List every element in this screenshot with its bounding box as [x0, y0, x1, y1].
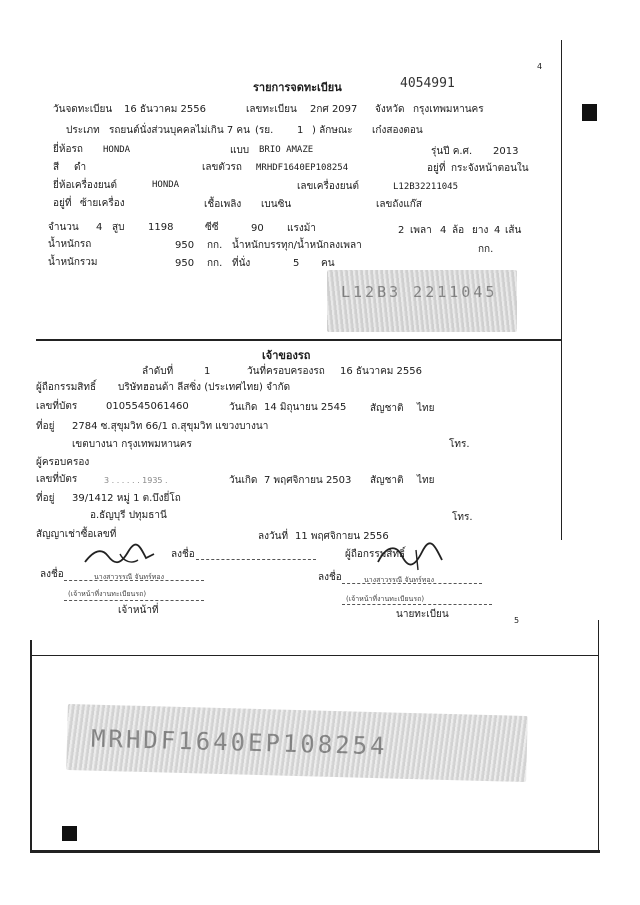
- gas-tank-label: เลขถังแก๊ส: [376, 199, 422, 210]
- owner-card-label: เลขที่บัตร: [36, 401, 78, 412]
- brand-label: ยี่ห้อรถ: [53, 144, 83, 155]
- sign-label-left: ลงชื่อ: [40, 569, 64, 580]
- brand-value: HONDA: [103, 145, 131, 155]
- gross-weight-label: น้ำหนักรวม: [48, 257, 98, 268]
- tire-unit: เส้น: [505, 225, 522, 236]
- owner-sign-label: ผู้ถือกรรมสิทธิ์: [345, 549, 406, 560]
- possessor-card-label: เลขที่บัตร: [36, 474, 78, 485]
- chassis-number-rubbing: [66, 704, 528, 782]
- possessor-card-value: 3 . . . . . . 1935 .: [104, 476, 168, 485]
- wheel-value: 4: [440, 225, 447, 236]
- owner-birth-label: วันเกิด: [229, 402, 258, 413]
- officer-name-left: นางสาวรรณี จันทร์ทอง: [94, 573, 165, 581]
- possessor-address-value: 39/1412 หมู่ 1 ต.บึงยี่โถ: [72, 493, 181, 504]
- province-label: จังหวัด: [375, 104, 405, 115]
- load-label: น้ำหนักบรรทุก/น้ำหนักลงเพลา: [232, 240, 362, 251]
- owner-address-line2: เขตบางนา กรุงเทพมหานคร: [72, 439, 192, 450]
- possessor-label: ผู้ครอบครอง: [36, 457, 90, 468]
- fuel-value: เบนซิน: [261, 199, 292, 210]
- page-number-top: 4: [537, 62, 543, 71]
- owner-tel-label: โทร.: [449, 439, 470, 450]
- officer-name-right: นางสาวรรณี จันทร์ทอง: [364, 576, 435, 584]
- horsepower-unit: แรงม้า: [287, 223, 316, 234]
- officer-title-left: เจ้าหน้าที่: [118, 605, 159, 616]
- model-value: BRIO AMAZE: [259, 145, 314, 155]
- reg-date-value: 16 ธันวาคม 2556: [124, 104, 206, 115]
- gross-weight-value: 950: [175, 258, 195, 269]
- owner-nation-label: สัญชาติ: [370, 403, 404, 414]
- sign-line-upper-left: [196, 559, 316, 560]
- possession-date-label: วันที่ครอบครองรถ: [247, 366, 325, 377]
- cylinder-value: 4: [96, 222, 103, 233]
- reg-number-label: เลขทะเบียน: [246, 104, 297, 115]
- axle-value: 2: [398, 225, 405, 236]
- order-value: 1: [204, 366, 211, 377]
- seat-unit: คน: [321, 258, 335, 269]
- sign-label-right: ลงชื่อ: [318, 572, 342, 583]
- horsepower-value: 90: [251, 223, 264, 234]
- officer-role-left: (เจ้าหน้าที่งานทะเบียนรถ): [68, 590, 147, 598]
- role-line-left: [64, 600, 204, 601]
- contract-label: สัญญาเช่าซื้อเลขที่: [36, 529, 117, 540]
- possessor-address-label: ที่อยู่: [36, 493, 55, 504]
- reg-number-value: 2กศ 2097: [310, 104, 358, 115]
- signature-left: [80, 542, 170, 572]
- body-value: เก๋งสองตอน: [372, 125, 423, 136]
- weight-value: 950: [175, 240, 195, 251]
- engine-number-value: L12B32211045: [393, 182, 459, 192]
- officer-role-right: (เจ้าหน้าที่งานทะเบียนรถ): [346, 595, 425, 603]
- body-label: ) ลักษณะ: [312, 125, 353, 136]
- sign-label-upper-left: ลงชื่อ: [171, 549, 195, 560]
- scan-border-bottom: [30, 850, 600, 853]
- tire-label: ยาง: [472, 225, 489, 236]
- owner-nation-value: ไทย: [417, 403, 435, 414]
- possessor-address-line2: อ.ธัญบุรี ปทุมธานี: [90, 510, 167, 521]
- signature-right: [372, 540, 452, 574]
- owner-value: บริษัทฮอนด้า ลีสซิ่ง (ประเทศไทย) จำกัด: [118, 382, 291, 393]
- owner-section-title: เจ้าของรถ: [262, 349, 311, 362]
- order-label: ลำดับที่: [142, 366, 174, 377]
- cylinder-unit: สูบ: [112, 222, 125, 233]
- serial-number: 4054991: [400, 76, 455, 91]
- reg-date-label: วันจดทะเบียน: [53, 104, 113, 115]
- chassis-label: เลขตัวรถ: [202, 162, 242, 173]
- engine-position-label: อยู่ที่: [53, 198, 72, 209]
- owner-card-value: 0105545061460: [106, 401, 189, 412]
- color-value: ดำ: [74, 162, 87, 173]
- possessor-nation-value: ไทย: [417, 475, 435, 486]
- weight-label: น้ำหนักรถ: [48, 239, 92, 250]
- model-label: แบบ: [230, 145, 250, 156]
- rs-value: 1: [297, 125, 304, 136]
- cc-unit: ซีซี: [205, 222, 219, 233]
- engine-position-value: ซ้ายเครื่อง: [80, 198, 125, 209]
- chassis-position-label: อยู่ที่: [427, 163, 446, 174]
- scan-mark-bottom: [62, 826, 77, 841]
- possessor-nation-label: สัญชาติ: [370, 475, 404, 486]
- owner-birth-value: 14 มิถุนายน 2545: [264, 402, 347, 413]
- possessor-birth-value: 7 พฤศจิกายน 2503: [264, 475, 352, 486]
- contract-date-value: 11 พฤศจิกายน 2556: [295, 531, 389, 542]
- type-value: รถยนต์นั่งส่วนบุคคลไม่เกิน 7 คน: [109, 125, 250, 136]
- gross-weight-unit: กก.: [207, 258, 223, 269]
- document-title: รายการจดทะเบียน: [253, 81, 342, 94]
- load-unit: กก.: [478, 244, 494, 255]
- engine-brand-value: HONDA: [152, 180, 180, 190]
- scan-border-right-lower: [598, 620, 599, 850]
- axle-unit: เพลา: [410, 225, 432, 236]
- possessor-birth-label: วันเกิด: [229, 475, 258, 486]
- scan-border-right: [561, 40, 562, 540]
- fuel-label: เชื้อเพลิง: [204, 199, 242, 210]
- scan-border-left-lower: [30, 640, 32, 850]
- seat-label: ที่นั่ง: [232, 258, 251, 269]
- color-label: สี: [53, 162, 60, 173]
- chassis-value: MRHDF1640EP108254: [256, 163, 349, 173]
- possessor-tel-label: โทร.: [452, 512, 473, 523]
- scan-mark-top: [582, 104, 597, 121]
- contract-date-label: ลงวันที่: [258, 531, 289, 542]
- owner-address-value: 2784 ซ.สุขุมวิท 66/1 ถ.สุขุมวิท แขวงบางนา: [72, 421, 269, 432]
- province-value: กรุงเทพมหานคร: [413, 104, 484, 115]
- owner-address-label: ที่อยู่: [36, 421, 55, 432]
- engine-brand-label: ยี่ห้อเครื่องยนต์: [53, 180, 118, 191]
- section-divider: [36, 339, 562, 341]
- weight-unit: กก.: [207, 240, 223, 251]
- role-line-right: [342, 604, 492, 605]
- rs-label: (รย.: [255, 125, 274, 136]
- scan-border-mid: [32, 655, 598, 656]
- tire-value: 4: [494, 225, 501, 236]
- type-label: ประเภท: [66, 125, 100, 136]
- officer-title-right: นายทะเบียน: [396, 609, 449, 620]
- chassis-position-value: กระจังหน้าตอนใน: [451, 163, 529, 174]
- chassis-rubbing-text: MRHDF1640EP108254: [90, 724, 388, 761]
- wheel-unit: ล้อ: [452, 225, 465, 236]
- year-value: 2013: [493, 146, 519, 157]
- cc-value: 1198: [148, 222, 174, 233]
- year-label: รุ่นปี ค.ศ.: [431, 146, 473, 157]
- engine-number-label: เลขเครื่องยนต์: [297, 181, 359, 192]
- engine-rubbing-text: L12B3 2211045: [341, 283, 498, 301]
- seat-value: 5: [293, 258, 300, 269]
- possession-date-value: 16 ธันวาคม 2556: [340, 366, 422, 377]
- owner-label: ผู้ถือกรรมสิทธิ์: [36, 382, 97, 393]
- page-number-bottom: 5: [514, 616, 520, 625]
- cylinder-label: จำนวน: [48, 222, 79, 233]
- engine-number-rubbing: [327, 270, 517, 332]
